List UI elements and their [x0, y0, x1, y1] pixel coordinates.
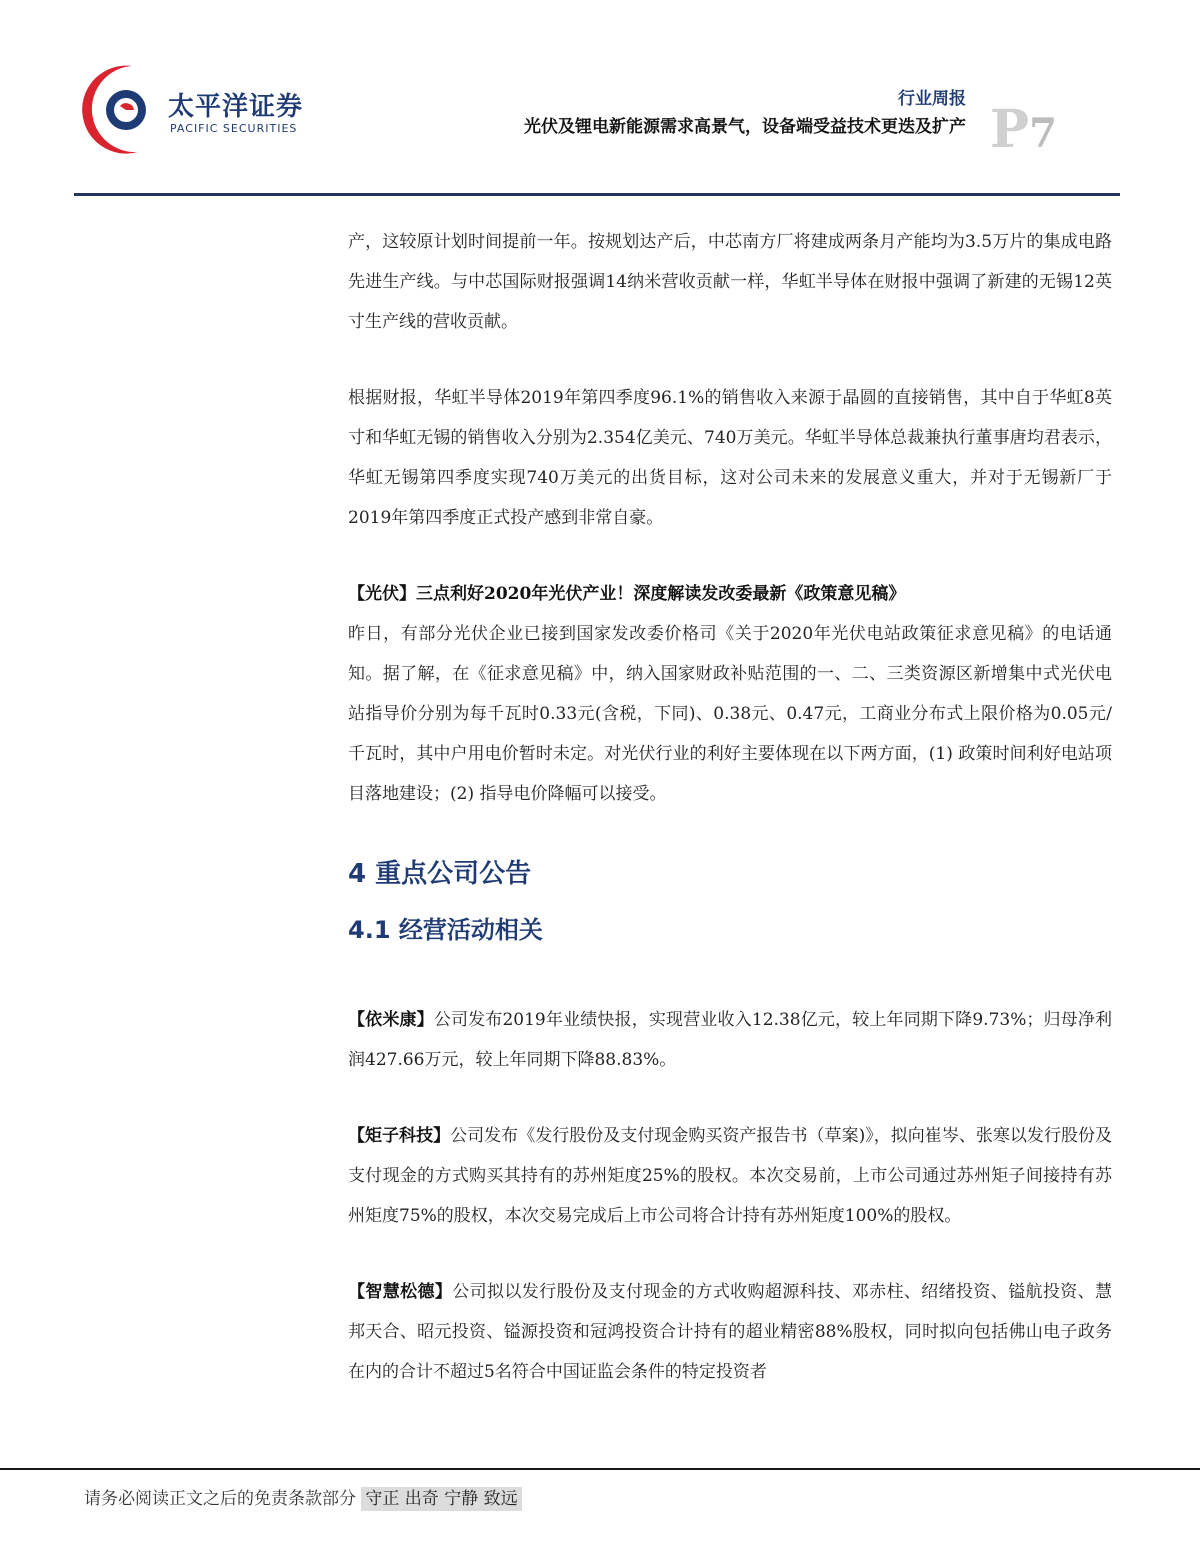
announcement-text: 公司拟以发行股份及支付现金的方式收购超源科技、邓赤柱、绍绪投资、镒航投资、慧邦天合、昭元投资、镒源投资和冠鸿投资合计持有的超业精密88%股权，同时拟向包括佛山电子政务在内的合计不超过5名符合中国证监会条件的特定投资者 [348, 1282, 1113, 1382]
footer-motto: 守正 出奇 宁静 致远 [361, 1487, 521, 1511]
logo-english-name: PACIFIC SECURITIES [170, 122, 298, 135]
announcement-text: 公司发布2019年业绩快报，实现营业收入12.38亿元，较上年同期下降9.73%；归母净利润427.66万元，较上年同期下降88.83%。 [348, 1010, 1113, 1070]
logo-chinese-name: 太平洋证券 [168, 92, 304, 122]
pv-news-heading: 【光伏】三点利好2020年光伏产业！深度解读发改委最新《政策意见稿》 [348, 584, 906, 604]
footer-disclaimer: 请务必阅读正文之后的免责条款部分 [84, 1489, 356, 1509]
pv-news-body: 昨日，有部分光伏企业已接到国家发改委价格司《关于2020年光伏电站政策征求意见稿》的电话通知。据了解，在《征求意见稿》中，纳入国家财政补贴范围的一、二、三类资源区新增集中式光伏电站指导价分别为每千瓦时0.33元(含税，下同)、0.38元、0.47元，工商业分布式上限价格为0.05元/千瓦时，其中户用电价暂时未定。对光伏行业的利好主要体现在以下两方面，(1) 政策时间利好电站项目落地建设；(2) 指导电价降幅可以接受。 [348, 624, 1112, 804]
paragraph-smic: 产，这较原计划时间提前一年。按规划达产后，中芯南方厂将建成两条月产能均为3.5万片的集成电路先进生产线。与中芯国际财报强调14纳米营收贡献一样，华虹半导体在财报中强调了新建的无锡12英寸生产线的营收贡献。 [348, 232, 1112, 332]
paragraph-huahong: 根据财报，华虹半导体2019年第四季度96.1%的销售收入来源于晶圆的直接销售，其中自于华虹8英寸和华虹无锡的销售收入分别为2.354亿美元、740万美元。华虹半导体总裁兼执行董事唐均君表示，华虹无锡第四季度实现740万美元的出货目标，这对公司未来的发展意义重大，并对于无锡新厂于2019年第四季度正式投产感到非常自豪。 [348, 388, 1112, 528]
page-letter: P [990, 99, 1030, 160]
announcement-item [348, 1000, 1112, 1080]
footer-divider [0, 1468, 1200, 1470]
report-type: 行业周报 [898, 89, 966, 109]
section-heading: 4 重点公司公告 [348, 859, 532, 889]
announcement-company: 【依米康】 [348, 1010, 434, 1030]
page-digit: 7 [1029, 110, 1057, 157]
page-number [990, 100, 1057, 164]
announcement-text: 公司发布《发行股份及支付现金购买资产报告书（草案)》，拟向崔岑、张寒以发行股份及支付现金的方式购买其持有的苏州矩度25%的股权。本次交易前，上市公司通过苏州矩子间接持有苏州矩度75%的股权，本次交易完成后上市公司将合计持有苏州矩度100%的股权。 [348, 1126, 1113, 1226]
announcement-company: 【矩子科技】 [348, 1126, 451, 1146]
pacific-logo-icon [80, 60, 166, 160]
report-title: 光伏及锂电新能源需求高景气，设备端受益技术更迭及扩产 [524, 117, 966, 137]
announcement-item [348, 1116, 1112, 1236]
page-header [0, 0, 1200, 200]
header-divider [74, 193, 1120, 196]
subsection-heading: 4.1 经营活动相关 [348, 916, 543, 944]
announcement-item [348, 1272, 1112, 1392]
company-logo [80, 60, 320, 160]
page-footer [84, 1484, 522, 1509]
main-content [348, 222, 1112, 1392]
announcement-company: 【智慧松德】 [348, 1282, 453, 1302]
